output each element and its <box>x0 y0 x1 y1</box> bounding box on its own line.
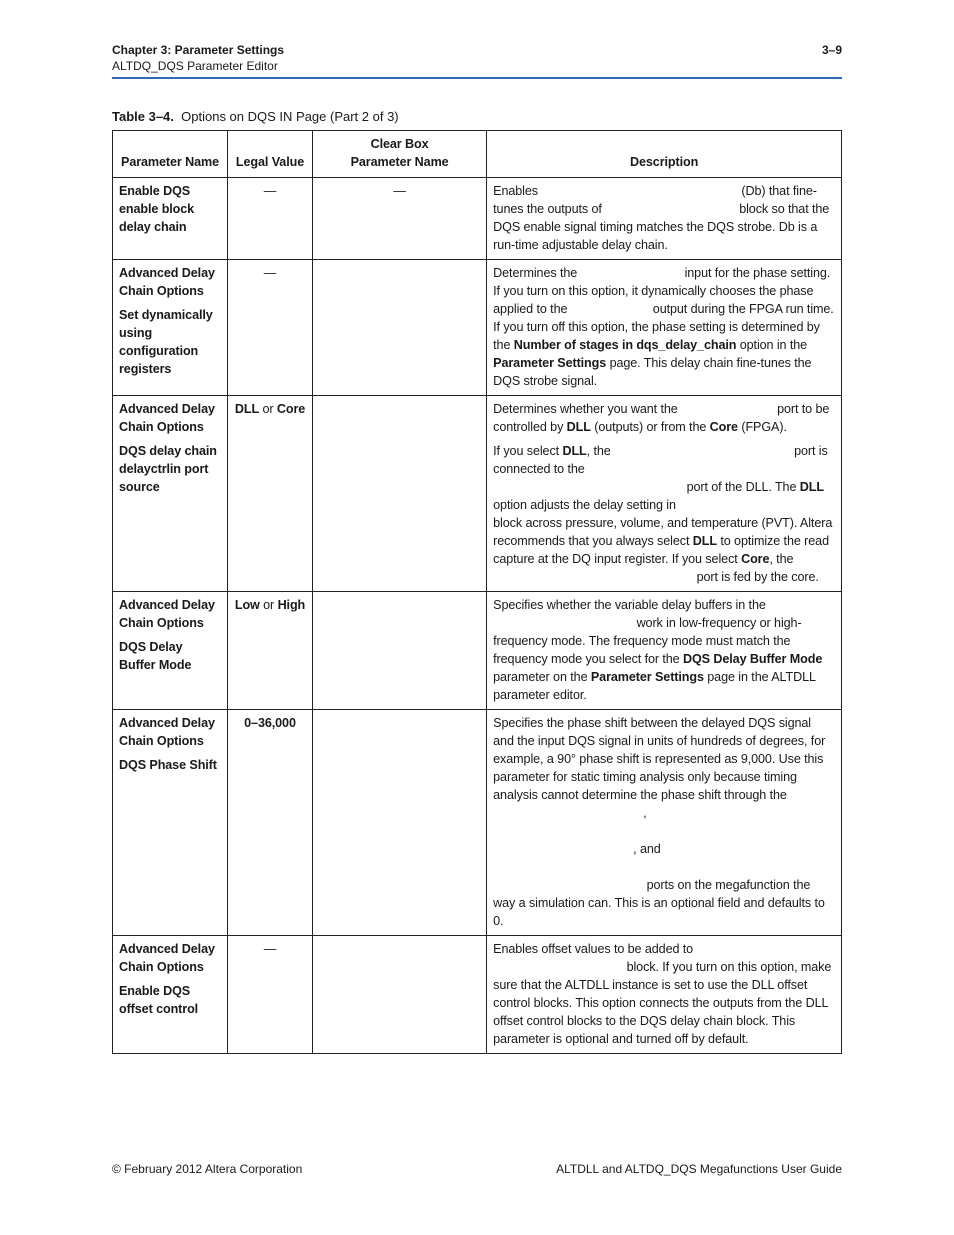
desc-text: block so that the DQS enable signal timing matches the DQS strobe. Db is a run-time adjustable delay chain. <box>493 202 830 252</box>
table-row <box>113 260 842 396</box>
description-paragraph <box>493 714 835 930</box>
legal-value-cell: — <box>228 260 313 396</box>
parameter-name: Set dynamically using configuration registers <box>119 308 213 376</box>
desc-text: Determines the <box>493 266 578 280</box>
description-cell <box>487 396 842 592</box>
desc-text: , the <box>769 552 794 566</box>
page-number: 3–9 <box>821 43 842 57</box>
table-row <box>113 396 842 592</box>
desc-text: , <box>643 806 647 820</box>
parameter-name: Enable DQS enable block delay chain <box>119 184 195 234</box>
desc-bold-text: DLL <box>566 420 591 434</box>
desc-text: page. This delay chain fine-tunes the DQS strobe signal. <box>493 356 812 388</box>
legal-value-option: Core <box>276 402 306 416</box>
parameter-name-cell <box>113 260 228 396</box>
clear-box-cell: — <box>312 178 486 260</box>
desc-bold-text: Parameter Settings <box>590 670 704 684</box>
legal-value-cell: 0–36,000 <box>228 710 313 936</box>
legal-value-or: or <box>262 402 274 416</box>
description-cell <box>487 178 842 260</box>
legal-value-cell <box>228 592 313 710</box>
col-header-clear-box-line1: Clear Box <box>370 137 429 151</box>
desc-bold-text: DQS Delay Buffer Mode <box>682 652 823 666</box>
header-rule <box>112 77 842 79</box>
legal-value-option: DLL <box>234 402 260 416</box>
desc-text: work in low-frequency or high-frequency mode. The frequency mode must match the frequency mode you select for the <box>493 616 802 666</box>
desc-text: input for the phase setting. If you turn on this option, it dynamically chooses the phase applied to the <box>493 266 831 316</box>
table-header-row <box>113 131 842 178</box>
col-header-clear-box <box>312 131 486 178</box>
desc-text: to optimize the read capture at the DQ input register. If you select <box>493 534 829 566</box>
clear-box-cell <box>312 260 486 396</box>
parameter-name: DQS delay chain delayctrlin port source <box>119 444 217 494</box>
parameter-group: Advanced Delay Chain Options <box>119 942 215 974</box>
parameter-group: Advanced Delay Chain Options <box>119 598 215 630</box>
desc-bold-text: Parameter Settings <box>493 356 607 370</box>
description-paragraph <box>493 400 835 436</box>
col-header-parameter-name: Parameter Name <box>113 131 228 178</box>
description-paragraph <box>493 182 835 254</box>
parameter-name: DQS Phase Shift <box>119 758 217 772</box>
description-cell <box>487 936 842 1054</box>
footer-copyright: © February 2012 Altera Corporation <box>112 1162 303 1176</box>
desc-text: Enables offset values to be added to <box>493 942 694 956</box>
clear-box-cell <box>312 710 486 936</box>
desc-text: option adjusts the delay setting in <box>493 498 676 512</box>
description-paragraph <box>493 596 835 704</box>
legal-value-option: Low <box>234 598 260 612</box>
parameter-group: Advanced Delay Chain Options <box>119 716 215 748</box>
col-header-clear-box-line2: Parameter Name <box>350 155 449 169</box>
desc-text: block across pressure, volume, and temperature (PVT). Altera recommends that you always select <box>493 516 833 548</box>
parameter-name-cell <box>113 592 228 710</box>
clear-box-cell <box>312 592 486 710</box>
desc-text: (FPGA). <box>741 420 787 434</box>
table-caption <box>112 109 399 124</box>
clear-box-cell <box>312 396 486 592</box>
legal-value-cell: — <box>228 178 313 260</box>
desc-bold-text: Number of stages in dqs_delay_chain <box>513 338 737 352</box>
desc-text: output during the FPGA run time. If you turn off this option, the phase setting is determined by the <box>493 302 834 352</box>
description-cell <box>487 710 842 936</box>
desc-text: , the <box>586 444 611 458</box>
desc-text: block. If you turn on this option, make sure that the ALTDLL instance is set to use the DLL offset control blocks. This option connects the outputs from the DLL offset control blocks to the DQS delay chain block. This parameter is optional and turned off by default. <box>493 960 832 1046</box>
description-paragraph <box>493 442 835 586</box>
parameter-name-cell <box>113 710 228 936</box>
desc-text: If you select <box>493 444 560 458</box>
table-row <box>113 710 842 936</box>
col-header-legal-value: Legal Value <box>228 131 313 178</box>
table-row <box>113 592 842 710</box>
desc-bold-text: DLL <box>799 480 824 494</box>
desc-bold-text: DLL <box>562 444 587 458</box>
col-header-description: Description <box>487 131 842 178</box>
desc-text: port to be controlled by <box>493 402 830 434</box>
description-paragraph <box>493 264 835 390</box>
desc-text: port is fed by the core. <box>696 570 819 584</box>
desc-text: parameter on the <box>493 670 588 684</box>
desc-bold-text: Core <box>741 552 770 566</box>
desc-text: page in the ALTDLL parameter editor. <box>493 670 816 702</box>
parameter-group: Advanced Delay Chain Options <box>119 266 215 298</box>
table-caption-label: Table 3–4. <box>112 109 174 124</box>
parameter-name-cell <box>113 396 228 592</box>
desc-bold-text: Core <box>709 420 738 434</box>
desc-text: , and <box>633 842 661 856</box>
legal-value-cell <box>228 396 313 592</box>
table-row <box>113 178 842 260</box>
parameter-group: Advanced Delay Chain Options <box>119 402 215 434</box>
parameter-name: DQS Delay Buffer Mode <box>119 640 192 672</box>
desc-text: Specifies the phase shift between the delayed DQS signal and the input DQS signal in units of hundreds of degrees, for example, a 90° phase shift is represented as 9,000. Use this parameter for static timing analysis only because timing analysis cannot determine the phase shift through the <box>493 716 826 802</box>
table-caption-text: Options on DQS IN Page (Part 2 of 3) <box>181 109 399 124</box>
running-header-chapter: Chapter 3: Parameter Settings <box>112 43 285 57</box>
desc-text: port is connected to the <box>493 444 828 476</box>
desc-text: (Db) that fine-tunes the outputs of <box>493 184 817 216</box>
desc-text: option in the <box>739 338 808 352</box>
parameter-name: Enable DQS offset control <box>119 984 199 1016</box>
desc-text: Enables <box>493 184 538 198</box>
description-cell <box>487 592 842 710</box>
description-cell <box>487 260 842 396</box>
legal-value-or: or <box>263 598 275 612</box>
clear-box-cell <box>312 936 486 1054</box>
legal-value-cell: — <box>228 936 313 1054</box>
parameter-name-cell <box>113 936 228 1054</box>
desc-text: Determines whether you want the <box>493 402 678 416</box>
desc-bold-text: DLL <box>692 534 717 548</box>
desc-text: Specifies whether the variable delay buffers in the <box>493 598 766 612</box>
description-paragraph <box>493 940 835 1048</box>
table-row <box>113 936 842 1054</box>
options-table <box>112 130 842 1054</box>
footer-doc-title: ALTDLL and ALTDQ_DQS Megafunctions User Guide <box>556 1162 842 1176</box>
running-header-section: ALTDQ_DQS Parameter Editor <box>112 59 278 73</box>
desc-text: port of the DLL. The <box>686 480 797 494</box>
parameter-name-cell <box>113 178 228 260</box>
legal-value-option: High <box>277 598 306 612</box>
desc-text: ports on the megafunction the way a simulation can. This is an optional field and defaults to 0. <box>493 878 825 928</box>
desc-text: (outputs) or from the <box>594 420 707 434</box>
